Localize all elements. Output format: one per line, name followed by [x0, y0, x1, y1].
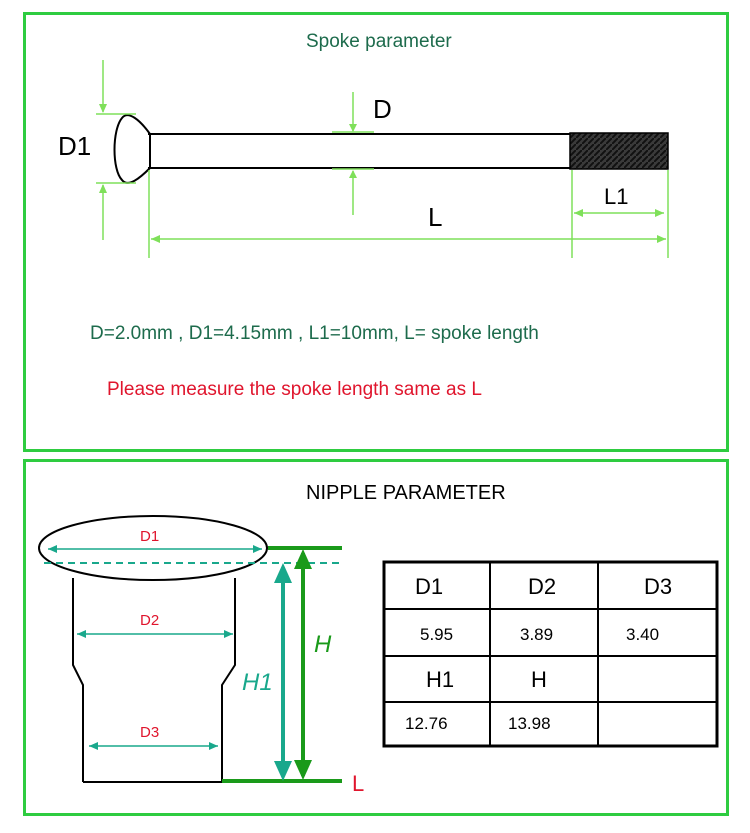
table-cell-d3: 3.40 [626, 625, 660, 644]
nipple-head [39, 516, 267, 580]
nipple-d3-arrow-left [89, 742, 98, 750]
parameter-table [384, 562, 717, 746]
h-arrowhead-bottom [294, 760, 312, 780]
nipple-label-l: L [352, 771, 365, 796]
nipple-d2-arrow-left [77, 630, 86, 638]
spoke-label-l: L [428, 202, 443, 232]
nipple-d3-arrow-right [209, 742, 218, 750]
spoke-spec-text: D=2.0mm , D1=4.15mm , L1=10mm, L= spoke length [90, 323, 539, 344]
table-cell-h: 13.98 [508, 714, 551, 733]
nipple-body [73, 578, 235, 782]
h1-arrowhead-bottom [274, 761, 292, 781]
nipple-label-d3: D3 [140, 724, 160, 741]
spoke-measure-note: Please measure the spoke length same as L [107, 379, 482, 400]
table-cell-d1: 5.95 [420, 625, 454, 644]
nipple-label-d1: D1 [140, 528, 160, 545]
table-header-d2: D2 [528, 574, 557, 599]
spoke-label-l1: L1 [604, 184, 629, 209]
table-header-d3: D3 [644, 574, 673, 599]
table-header-d1: D1 [415, 574, 444, 599]
h-arrowhead-top [294, 549, 312, 569]
nipple-label-d2: D2 [140, 612, 160, 629]
nipple-title: NIPPLE PARAMETER [306, 482, 506, 504]
nipple-label-h: H [314, 631, 332, 658]
table-header-h1: H1 [426, 667, 455, 692]
spoke-title: Spoke parameter [306, 31, 452, 52]
h1-arrowhead-top [274, 563, 292, 583]
table-cell-h1: 12.76 [405, 714, 448, 733]
table-header-h: H [531, 667, 547, 692]
spoke-label-d1: D1 [58, 131, 92, 161]
nipple-label-h1: H1 [242, 669, 273, 696]
nipple-d2-arrow-right [224, 630, 233, 638]
spoke-label-d: D [373, 94, 392, 124]
table-cell-d2: 3.89 [520, 625, 554, 644]
